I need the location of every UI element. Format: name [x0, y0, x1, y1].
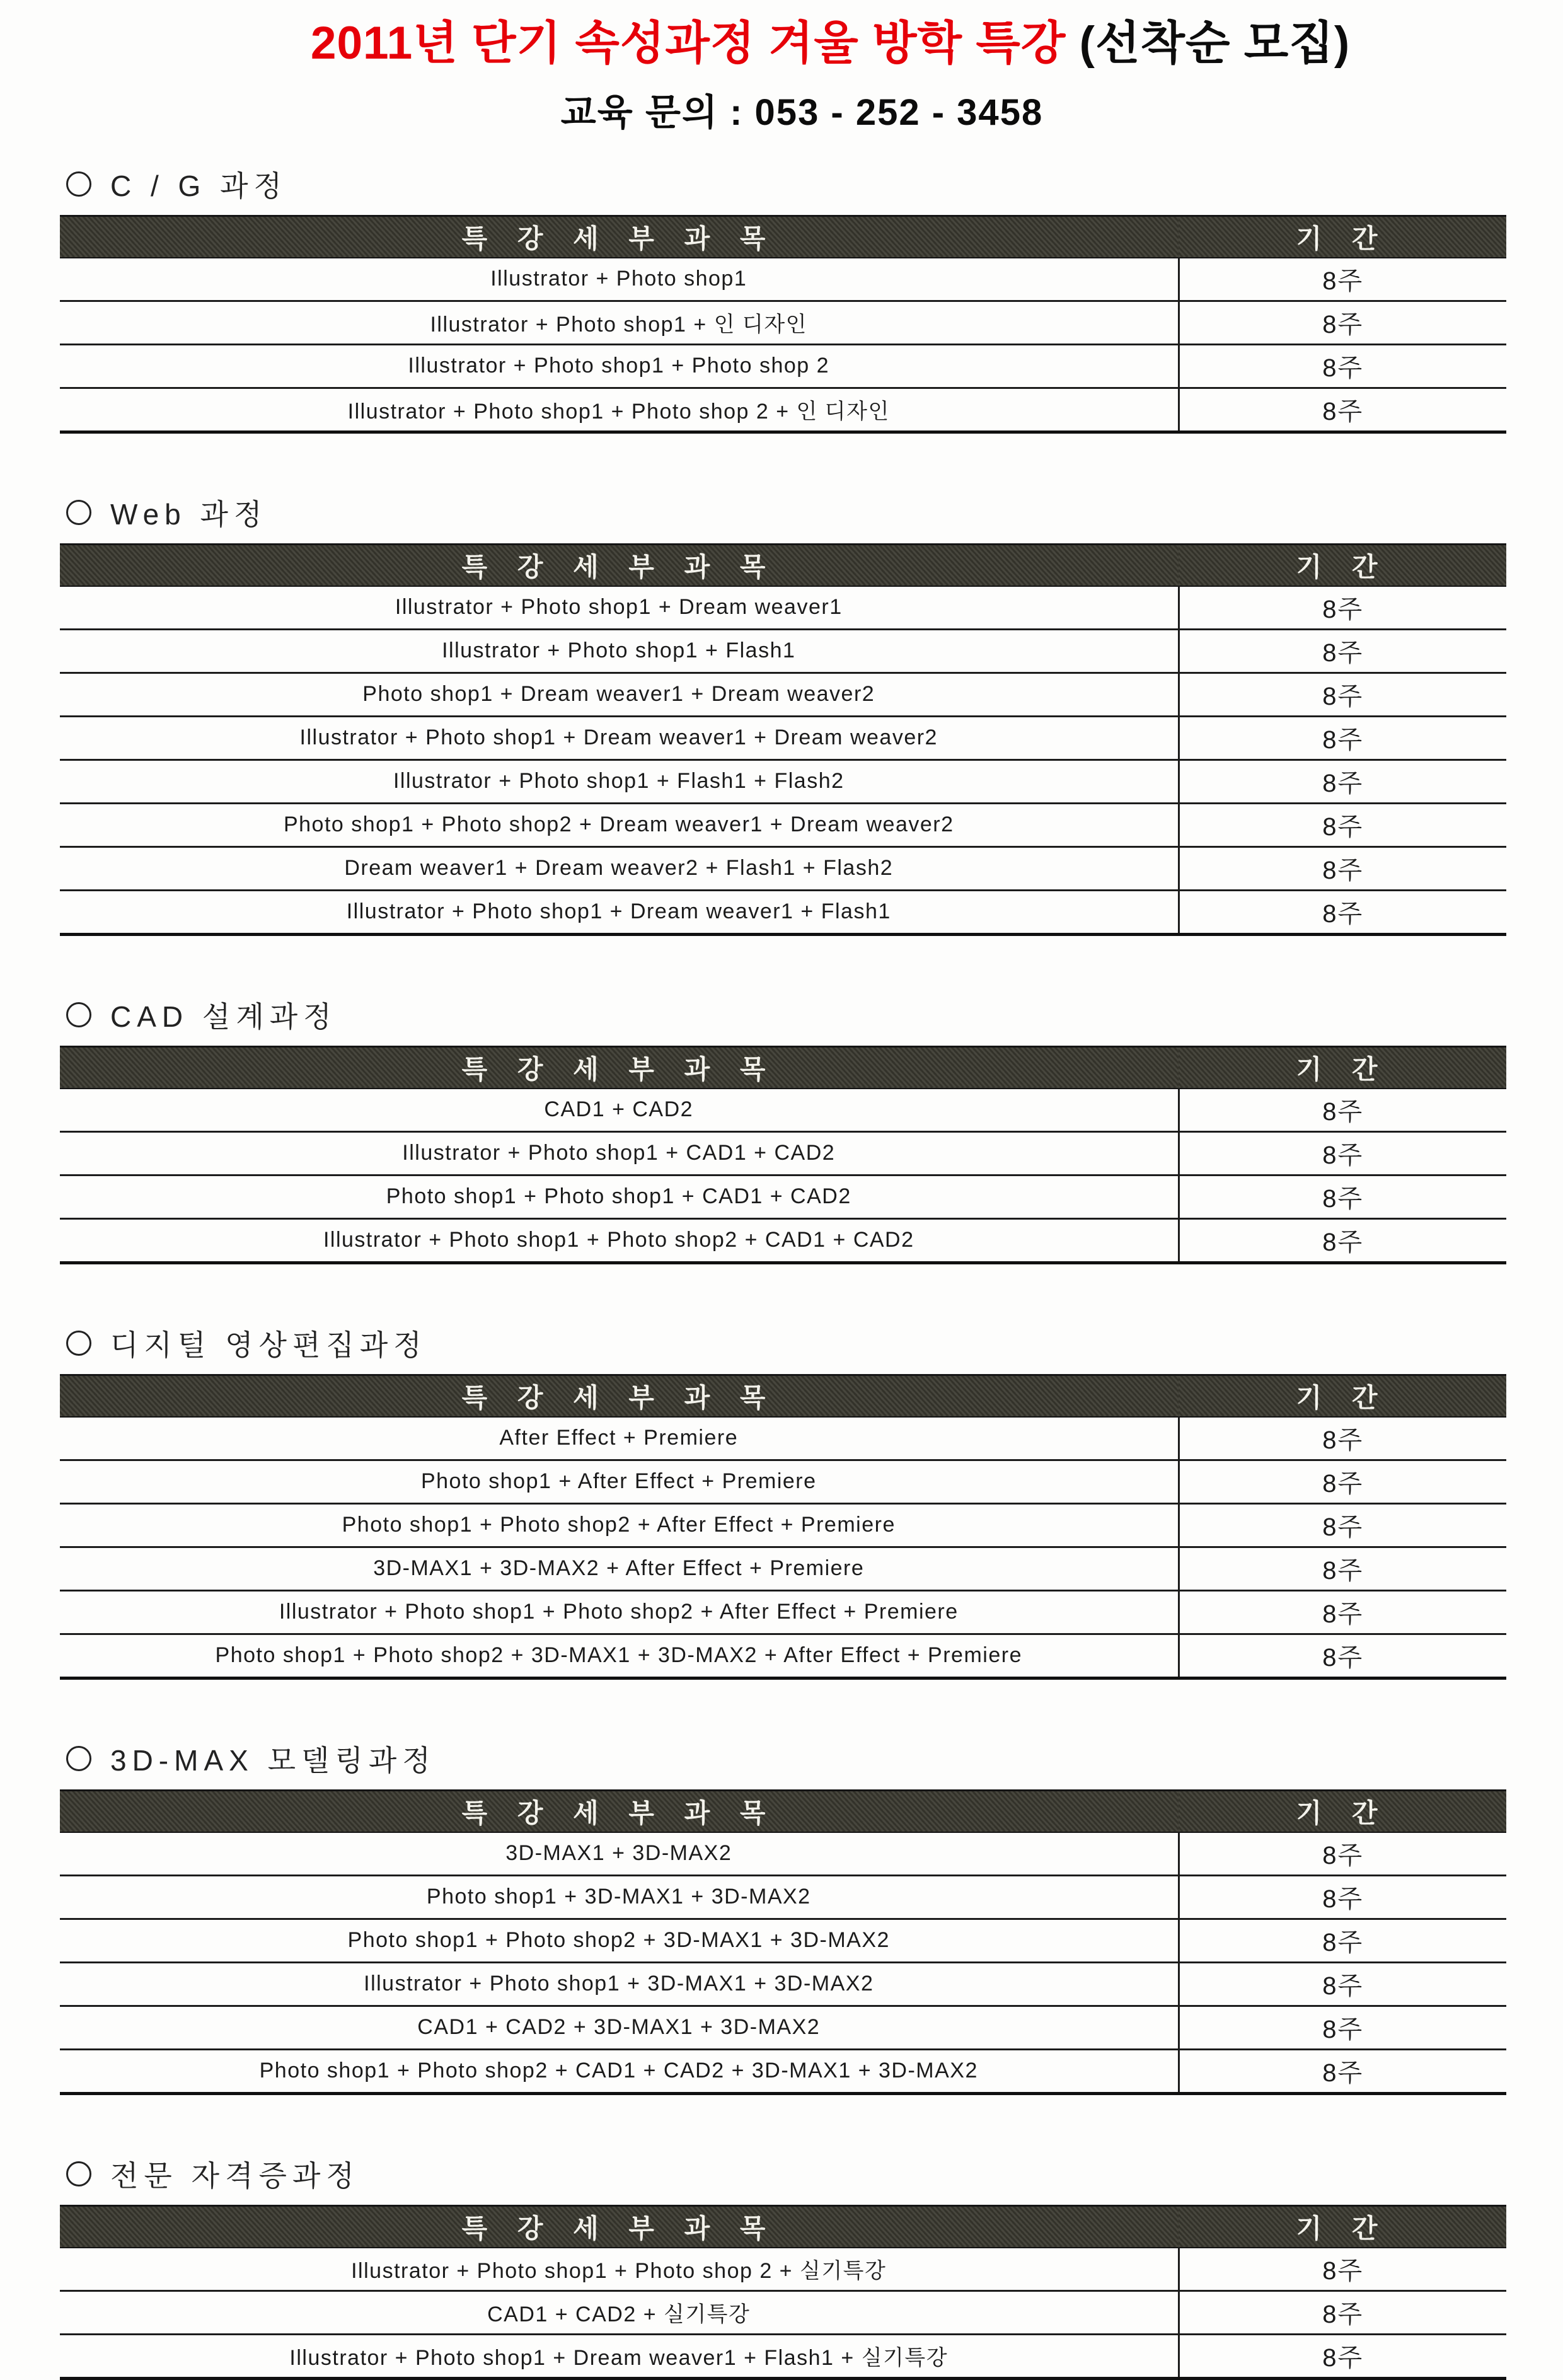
table-row: [60, 1590, 1506, 1634]
table-row: [60, 1832, 1506, 1876]
subject-cell: Illustrator + Photo shop1 + Dream weaver1 + Dream weaver2: [60, 716, 1179, 760]
subject-cell: Illustrator + Photo shop1 + 인 디자인: [60, 301, 1179, 344]
course-table: [60, 1374, 1506, 1680]
table-row: [60, 1547, 1506, 1590]
duration-cell: 8주: [1179, 803, 1506, 846]
subject-cell: Illustrator + Photo shop1: [60, 258, 1179, 301]
page-title: [60, 19, 1506, 69]
circle-bullet-icon: [66, 171, 91, 197]
duration-cell: 8주: [1179, 388, 1506, 432]
course-section: [60, 492, 1506, 936]
table-row: [60, 2290, 1506, 2334]
duration-cell: 8주: [1179, 1417, 1506, 1460]
table-row: [60, 2049, 1506, 2093]
duration-cell: 8주: [1179, 1547, 1506, 1590]
header-duration-cell: 기 간: [1179, 2205, 1506, 2248]
course-section: [60, 1322, 1506, 1680]
subject-cell: Illustrator + Photo shop1 + CAD1 + CAD2: [60, 1131, 1179, 1175]
subject-cell: 3D-MAX1 + 3D-MAX2 + After Effect + Premiere: [60, 1547, 1179, 1590]
circle-bullet-icon: [66, 1002, 91, 1027]
table-row: [60, 760, 1506, 803]
header-subject-cell: 특 강 세 부 과 목: [60, 1046, 1179, 1089]
subject-cell: 3D-MAX1 + 3D-MAX2: [60, 1832, 1179, 1876]
section-title: 3D-MAX 모델링과정: [110, 1743, 436, 1777]
section-title: 전문 자격증과정: [110, 2159, 360, 2192]
section-title: C / G 과정: [110, 169, 287, 202]
course-table: [60, 215, 1506, 434]
course-table: [60, 543, 1506, 936]
section-heading: [60, 163, 1506, 205]
table-header-row: [60, 2205, 1506, 2248]
duration-cell: 8주: [1179, 2290, 1506, 2334]
section-heading: [60, 492, 1506, 533]
section-title: 디지털 영상편집과정: [110, 1328, 427, 1361]
duration-cell: 8주: [1179, 890, 1506, 934]
subject-cell: Photo shop1 + 3D-MAX1 + 3D-MAX2: [60, 1875, 1179, 1919]
table-row: [60, 803, 1506, 846]
subject-cell: Illustrator + Photo shop1 + Photo shop2 + After Effect + Premiere: [60, 1590, 1179, 1634]
table-row: [60, 301, 1506, 344]
circle-bullet-icon: [66, 1331, 91, 1356]
table-row: [60, 1962, 1506, 2006]
table-row: [60, 1417, 1506, 1460]
header-subject-cell: 특 강 세 부 과 목: [60, 2205, 1179, 2248]
subject-cell: Photo shop1 + After Effect + Premiere: [60, 1460, 1179, 1503]
subject-cell: Photo shop1 + Photo shop2 + After Effect + Premiere: [60, 1503, 1179, 1547]
table-row: [60, 1460, 1506, 1503]
course-section: [60, 994, 1506, 1264]
page-title-main: 2011년 단기 속성과정 겨울 방학 특강: [310, 18, 1066, 69]
subject-cell: Illustrator + Photo shop1 + Photo shop 2 + 인 디자인: [60, 388, 1179, 432]
table-header-row: [60, 1790, 1506, 1832]
page-title-note: (선착순 모집): [1079, 18, 1351, 69]
subject-cell: CAD1 + CAD2 + 실기특강: [60, 2290, 1179, 2334]
header-subject-cell: 특 강 세 부 과 목: [60, 1375, 1179, 1417]
course-table: [60, 1046, 1506, 1264]
duration-cell: 8주: [1179, 1832, 1506, 1876]
duration-cell: 8주: [1179, 1919, 1506, 1962]
section-heading: [60, 1738, 1506, 1779]
subject-cell: Photo shop1 + Photo shop1 + CAD1 + CAD2: [60, 1175, 1179, 1218]
table-row: [60, 846, 1506, 890]
header-duration-cell: 기 간: [1179, 544, 1506, 586]
duration-cell: 8주: [1179, 1131, 1506, 1175]
duration-cell: 8주: [1179, 1590, 1506, 1634]
header-subject-cell: 특 강 세 부 과 목: [60, 216, 1179, 258]
circle-bullet-icon: [66, 500, 91, 525]
duration-cell: 8주: [1179, 629, 1506, 673]
subject-cell: Illustrator + Photo shop1 + Dream weaver1 + Flash1: [60, 890, 1179, 934]
duration-cell: 8주: [1179, 1175, 1506, 1218]
circle-bullet-icon: [66, 2161, 91, 2186]
subject-cell: Illustrator + Photo shop1 + Flash1: [60, 629, 1179, 673]
subject-cell: Illustrator + Photo shop1 + Photo shop 2 + 실기특강: [60, 2248, 1179, 2291]
subject-cell: Illustrator + Photo shop1 + Photo shop2 + CAD1 + CAD2: [60, 1218, 1179, 1262]
header-subject-cell: 특 강 세 부 과 목: [60, 544, 1179, 586]
duration-cell: 8주: [1179, 760, 1506, 803]
circle-bullet-icon: [66, 1746, 91, 1771]
duration-cell: 8주: [1179, 846, 1506, 890]
table-header-row: [60, 544, 1506, 586]
subject-cell: Illustrator + Photo shop1 + Photo shop 2: [60, 344, 1179, 388]
table-row: [60, 716, 1506, 760]
table-row: [60, 629, 1506, 673]
section-heading: [60, 1322, 1506, 1364]
table-header-row: [60, 1046, 1506, 1089]
header-duration-cell: 기 간: [1179, 216, 1506, 258]
duration-cell: 8주: [1179, 2248, 1506, 2291]
subject-cell: Dream weaver1 + Dream weaver2 + Flash1 + Flash2: [60, 846, 1179, 890]
table-row: [60, 2248, 1506, 2291]
table-row: [60, 1634, 1506, 1678]
course-section: [60, 2153, 1506, 2380]
section-title: CAD 설계과정: [110, 1000, 337, 1033]
subject-cell: Photo shop1 + Photo shop2 + CAD1 + CAD2 + 3D-MAX1 + 3D-MAX2: [60, 2049, 1179, 2093]
duration-cell: 8주: [1179, 1089, 1506, 1132]
subject-cell: Photo shop1 + Dream weaver1 + Dream weaver2: [60, 673, 1179, 716]
course-section: [60, 163, 1506, 434]
course-table: [60, 1789, 1506, 2095]
table-row: [60, 1175, 1506, 1218]
table-row: [60, 2006, 1506, 2049]
duration-cell: 8주: [1179, 1962, 1506, 2006]
duration-cell: 8주: [1179, 1460, 1506, 1503]
subject-cell: After Effect + Premiere: [60, 1417, 1179, 1460]
duration-cell: 8주: [1179, 344, 1506, 388]
table-row: [60, 1503, 1506, 1547]
duration-cell: 8주: [1179, 2334, 1506, 2378]
duration-cell: 8주: [1179, 2049, 1506, 2093]
table-row: [60, 258, 1506, 301]
duration-cell: 8주: [1179, 1875, 1506, 1919]
duration-cell: 8주: [1179, 1503, 1506, 1547]
table-header-row: [60, 216, 1506, 258]
header-subject-cell: 특 강 세 부 과 목: [60, 1790, 1179, 1832]
duration-cell: 8주: [1179, 586, 1506, 630]
duration-cell: 8주: [1179, 673, 1506, 716]
table-row: [60, 1218, 1506, 1262]
section-heading: [60, 2153, 1506, 2195]
table-row: [60, 1131, 1506, 1175]
table-row: [60, 344, 1506, 388]
table-row: [60, 890, 1506, 934]
subject-cell: Illustrator + Photo shop1 + Flash1 + Flash2: [60, 760, 1179, 803]
table-row: [60, 2334, 1506, 2378]
section-title: Web 과정: [110, 497, 268, 531]
subject-cell: Photo shop1 + Photo shop2 + 3D-MAX1 + 3D-MAX2 + After Effect + Premiere: [60, 1634, 1179, 1678]
duration-cell: 8주: [1179, 258, 1506, 301]
duration-cell: 8주: [1179, 301, 1506, 344]
table-row: [60, 673, 1506, 716]
subject-cell: Illustrator + Photo shop1 + Dream weaver1: [60, 586, 1179, 630]
table-row: [60, 586, 1506, 630]
duration-cell: 8주: [1179, 716, 1506, 760]
subject-cell: CAD1 + CAD2: [60, 1089, 1179, 1132]
subject-cell: Photo shop1 + Photo shop2 + Dream weaver1 + Dream weaver2: [60, 803, 1179, 846]
course-table: [60, 2205, 1506, 2380]
duration-cell: 8주: [1179, 2006, 1506, 2049]
duration-cell: 8주: [1179, 1218, 1506, 1262]
course-sections: [60, 163, 1506, 2380]
contact-phone-line: 교육 문의 : 053 - 252 - 3458: [560, 91, 1044, 133]
header-duration-cell: 기 간: [1179, 1046, 1506, 1089]
table-row: [60, 1089, 1506, 1132]
header-duration-cell: 기 간: [1179, 1375, 1506, 1417]
subject-cell: CAD1 + CAD2 + 3D-MAX1 + 3D-MAX2: [60, 2006, 1179, 2049]
subject-cell: Photo shop1 + Photo shop2 + 3D-MAX1 + 3D-MAX2: [60, 1919, 1179, 1962]
header-duration-cell: 기 간: [1179, 1790, 1506, 1832]
table-header-row: [60, 1375, 1506, 1417]
course-section: [60, 1738, 1506, 2095]
table-row: [60, 1875, 1506, 1919]
subject-cell: Illustrator + Photo shop1 + 3D-MAX1 + 3D-MAX2: [60, 1962, 1179, 2006]
table-row: [60, 1919, 1506, 1962]
subject-cell: Illustrator + Photo shop1 + Dream weaver1 + Flash1 + 실기특강: [60, 2334, 1179, 2378]
duration-cell: 8주: [1179, 1634, 1506, 1678]
section-heading: [60, 994, 1506, 1036]
table-row: [60, 388, 1506, 432]
